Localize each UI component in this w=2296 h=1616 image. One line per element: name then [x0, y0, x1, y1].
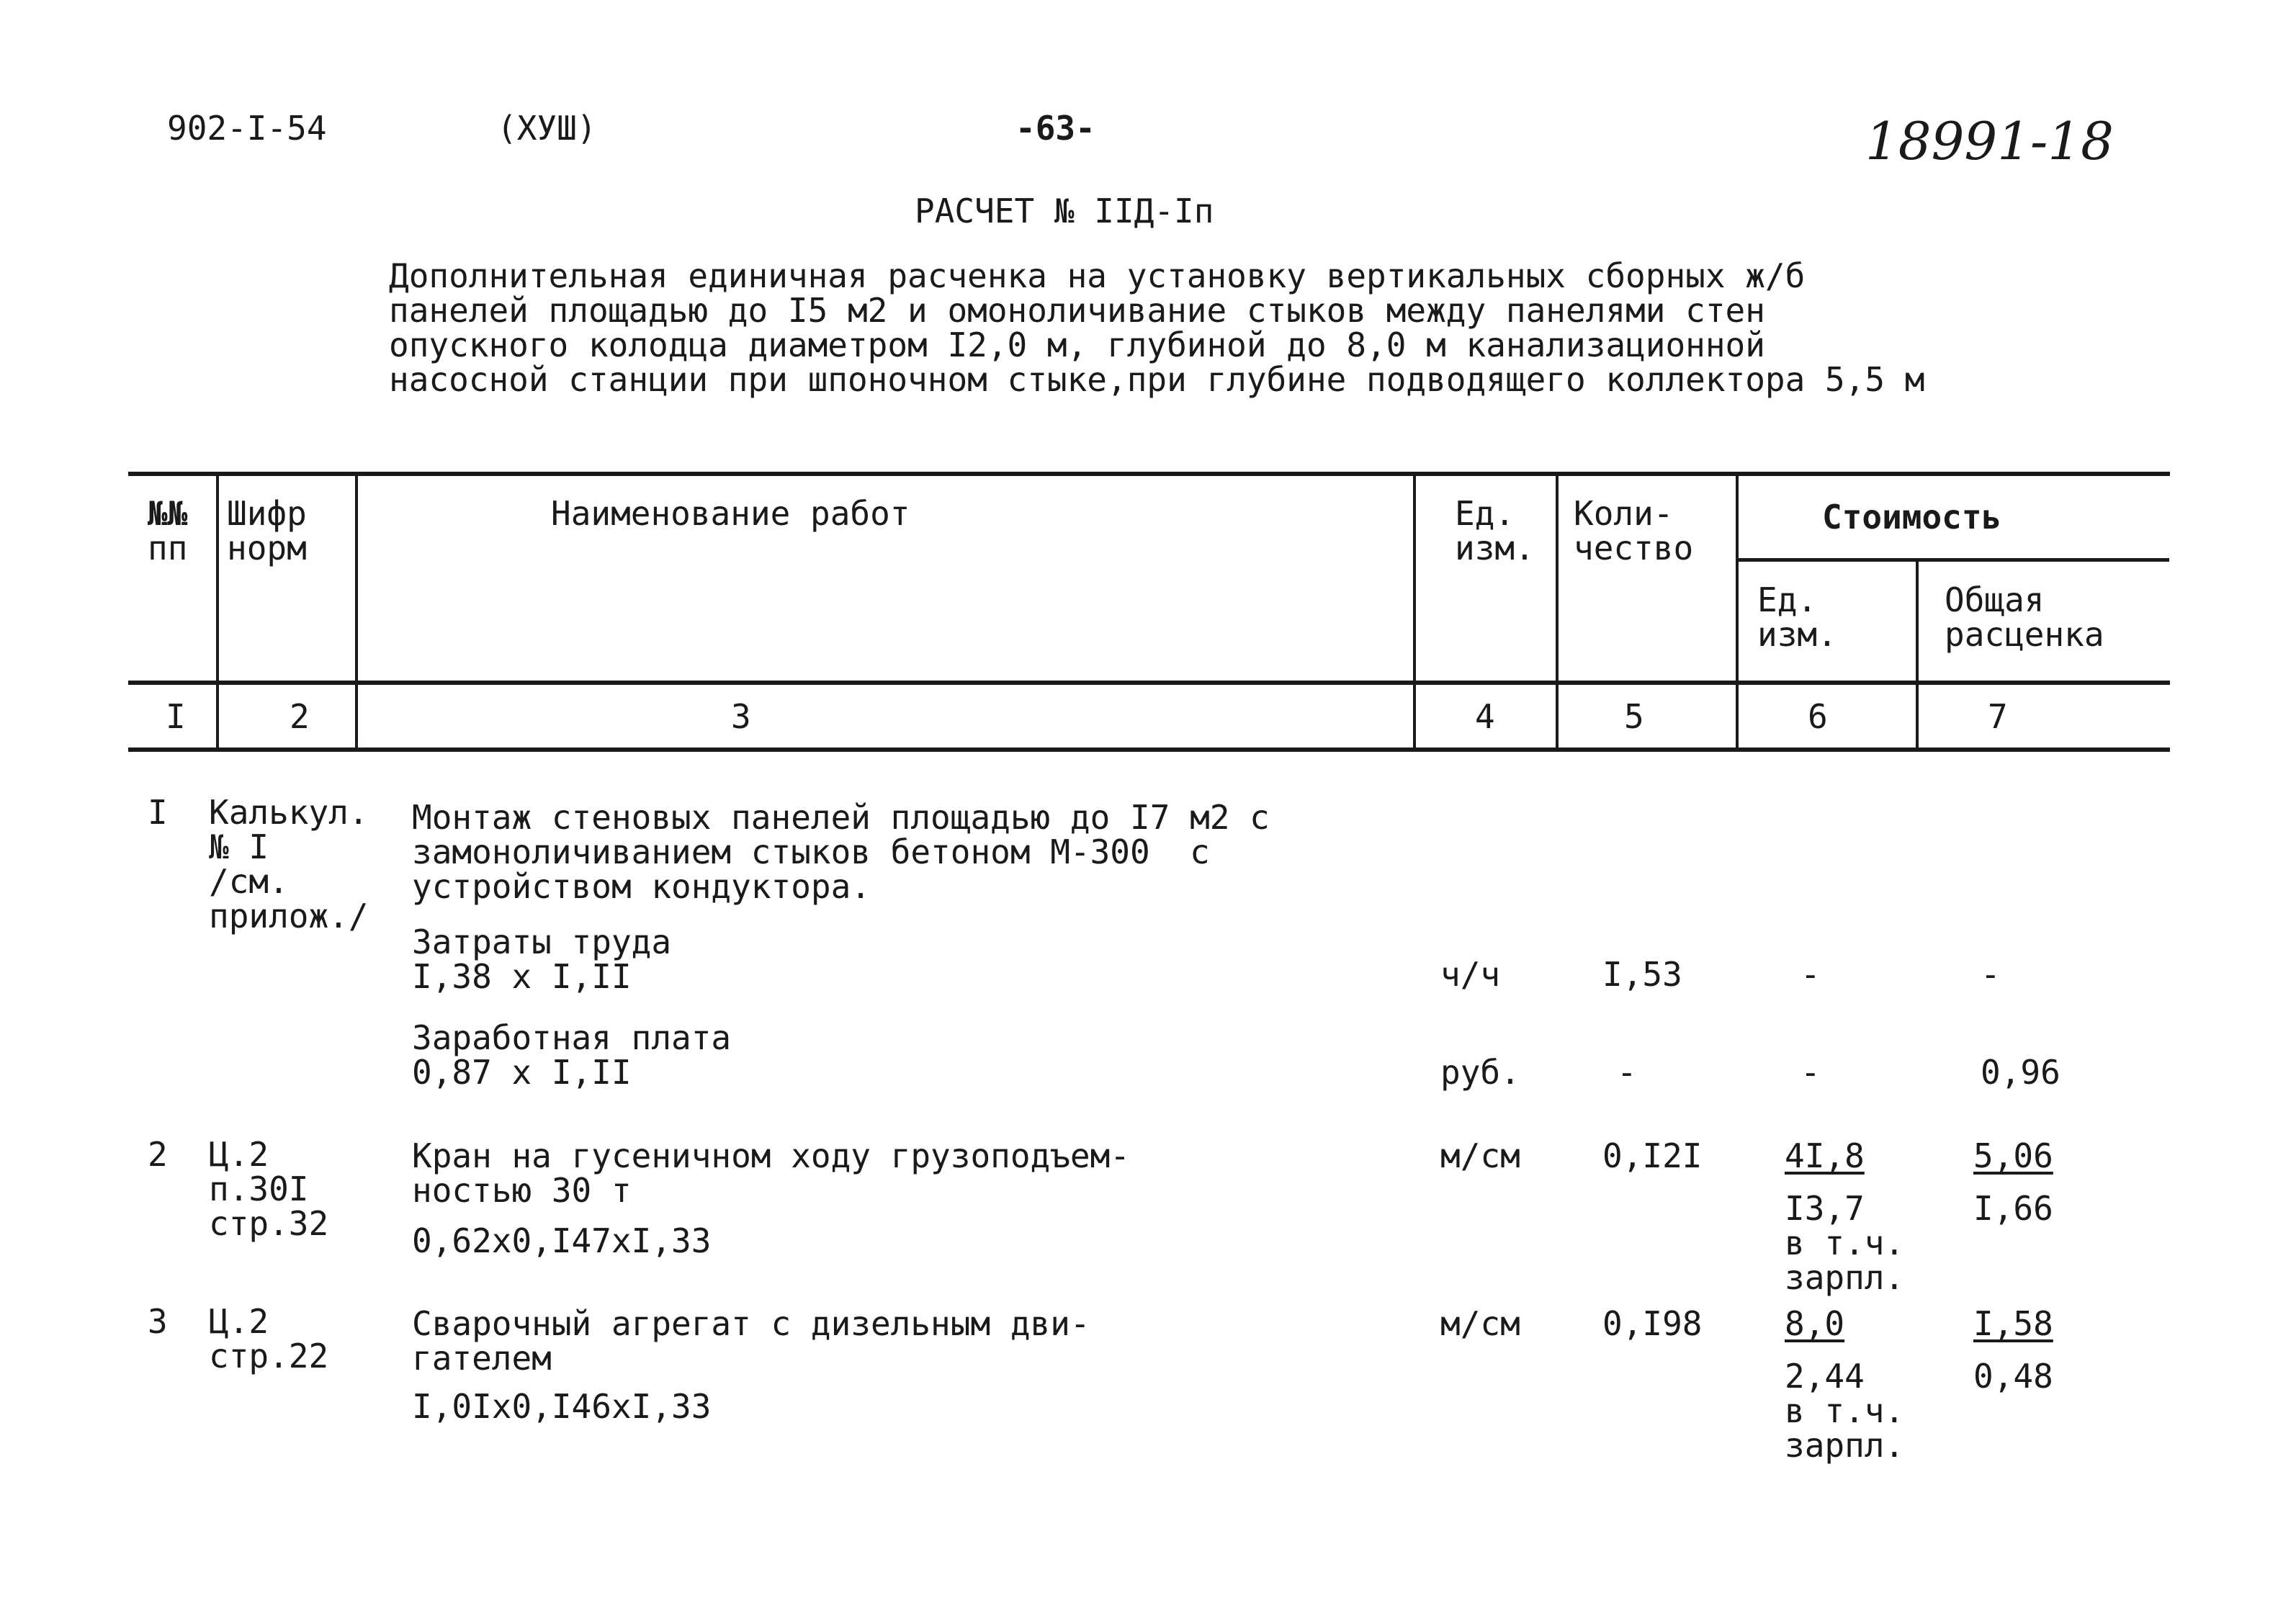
labor-cost-unit: ч/ч	[1440, 955, 1501, 994]
row-1-name-line-2: замоноличиванием стыков бетоном М-300 с	[412, 832, 1210, 871]
section-number: (ХУШ)	[497, 109, 597, 148]
wage-unit: руб.	[1440, 1053, 1520, 1092]
row-3-unit: м/см	[1440, 1304, 1520, 1343]
cost-subheader-line	[1737, 558, 2169, 562]
row-1-code-line-4: прилож./	[209, 897, 369, 935]
wage-qty: -	[1617, 1053, 1637, 1092]
row-3-code-line-2: стр.22	[209, 1337, 329, 1375]
column-divider-2	[355, 472, 358, 752]
row-3-wage-note-line-2: зарпл.	[1785, 1426, 1905, 1465]
header-cost: Стоимость	[1822, 498, 2002, 537]
row-3-wage-note-line-1: в т.ч.	[1785, 1391, 1905, 1430]
labor-cost-cost-total: -	[1981, 955, 2001, 994]
row-3-cost-total-wage: 0,48	[1973, 1357, 2053, 1396]
header-qty-line-1: Коли-	[1574, 494, 1674, 533]
page-number: -63-	[1015, 109, 1095, 148]
description-line-2: панелей площадью до I5 м2 и омоноличивание стыков между панелями стен	[389, 291, 1765, 330]
labor-cost-formula: I,38 x I,II	[412, 957, 632, 996]
header-unit-line-2: изм.	[1455, 529, 1535, 567]
row-3-qty: 0,I98	[1602, 1304, 1703, 1343]
header-name: Наименование работ	[551, 494, 910, 533]
row-2-name-line-2: ностью 30 т	[412, 1171, 632, 1210]
inventory-number: 18991-18	[1865, 111, 2114, 171]
row-1-num: I	[148, 793, 168, 832]
column-divider-1	[216, 472, 219, 752]
wage-cost-unit: -	[1801, 1053, 1821, 1092]
row-2-cost-unit: 4I,8	[1785, 1136, 1865, 1175]
header-cost-unit-line-1: Ед.	[1757, 580, 1818, 619]
wage-cost-total: 0,96	[1981, 1053, 2060, 1092]
row-2-code-line-2: п.30I	[209, 1170, 309, 1208]
row-1-code-line-1: Калькул.	[209, 793, 369, 832]
row-2-wage-note-line-1: в т.ч.	[1785, 1224, 1905, 1262]
wage-formula: 0,87 x I,II	[412, 1053, 632, 1092]
labor-cost-qty: I,53	[1602, 955, 1682, 994]
row-2-name-line-1: Кран на гусеничном ходу грузоподъем-	[412, 1136, 1130, 1175]
row-3-formula: I,0Ix0,I46xI,33	[412, 1387, 712, 1426]
row-3-cost-unit-wage: 2,44	[1785, 1357, 1865, 1396]
row-2-num: 2	[148, 1135, 168, 1174]
column-number-6: 6	[1808, 697, 1828, 736]
row-2-cost-total-wage: I,66	[1973, 1189, 2053, 1228]
header-bottom-border	[128, 681, 2170, 685]
row-2-cost-unit-wage: I3,7	[1785, 1189, 1865, 1228]
document-code: 902-I-54	[167, 109, 327, 148]
row-1-code-line-2: № I	[209, 827, 269, 866]
header-qty-line-2: чество	[1574, 529, 1694, 567]
column-divider-5	[1736, 472, 1739, 752]
header-num-line-2: пп	[148, 529, 188, 567]
column-number-3: 3	[731, 697, 751, 736]
row-2-cost-total: 5,06	[1973, 1136, 2053, 1175]
row-1-name-line-1: Монтаж стеновых панелей площадью до I7 м2 с	[412, 798, 1270, 837]
calculation-title: РАСЧЕТ № IIД-Iп	[915, 192, 1214, 230]
row-2-unit: м/см	[1440, 1136, 1520, 1175]
header-unit-line-1: Ед.	[1455, 494, 1515, 533]
row-3-cost-total: I,58	[1973, 1304, 2053, 1343]
column-number-4: 4	[1475, 697, 1495, 736]
header-code-line-1: Шифр	[227, 494, 307, 533]
column-number-1: I	[166, 697, 186, 736]
column-divider-4	[1556, 472, 1559, 752]
column-number-5: 5	[1624, 697, 1644, 736]
description-line-1: Дополнительная единичная расченка на установку вертикальных сборных ж/б	[389, 256, 1806, 295]
wage-label: Заработная плата	[412, 1018, 732, 1057]
column-divider-3	[1413, 472, 1416, 752]
row-3-name-line-2: гателем	[412, 1339, 552, 1378]
labor-cost-cost-unit: -	[1801, 955, 1821, 994]
row-2-qty: 0,I2I	[1602, 1136, 1703, 1175]
row-3-cost-unit: 8,0	[1785, 1304, 1845, 1343]
column-number-2: 2	[290, 697, 310, 736]
column-numbers-bottom-border	[128, 748, 2170, 752]
row-2-code-line-1: Ц.2	[209, 1135, 269, 1174]
row-1-code-line-3: /см.	[209, 862, 289, 901]
description-line-3: опускного колодца диаметром I2,0 м, глубиной до 8,0 м канализационной	[389, 326, 1765, 364]
header-num-line-1: №№	[148, 494, 188, 533]
row-2-formula: 0,62x0,I47xI,33	[412, 1221, 712, 1260]
row-2-code-line-3: стр.32	[209, 1204, 329, 1243]
labor-cost-label: Затраты труда	[412, 923, 672, 961]
column-number-7: 7	[1988, 697, 2008, 736]
header-code-line-2: норм	[227, 529, 307, 567]
row-3-name-line-1: Сварочный агрегат с дизельным дви-	[412, 1304, 1090, 1343]
description-line-4: насосной станции при шпоночном стыке,при глубине подводящего коллектора 5,5 м	[389, 360, 1925, 399]
column-divider-6	[1916, 560, 1919, 752]
header-cost-unit-line-2: изм.	[1757, 615, 1837, 654]
row-1-name-line-3: устройством кондуктора.	[412, 867, 871, 906]
table-top-border	[128, 472, 2170, 476]
header-cost-total-line-2: расценка	[1945, 615, 2104, 654]
row-3-num: 3	[148, 1302, 168, 1341]
header-cost-total-line-1: Общая	[1945, 580, 2045, 619]
row-3-code-line-1: Ц.2	[209, 1302, 269, 1341]
row-2-wage-note-line-2: зарпл.	[1785, 1258, 1905, 1297]
